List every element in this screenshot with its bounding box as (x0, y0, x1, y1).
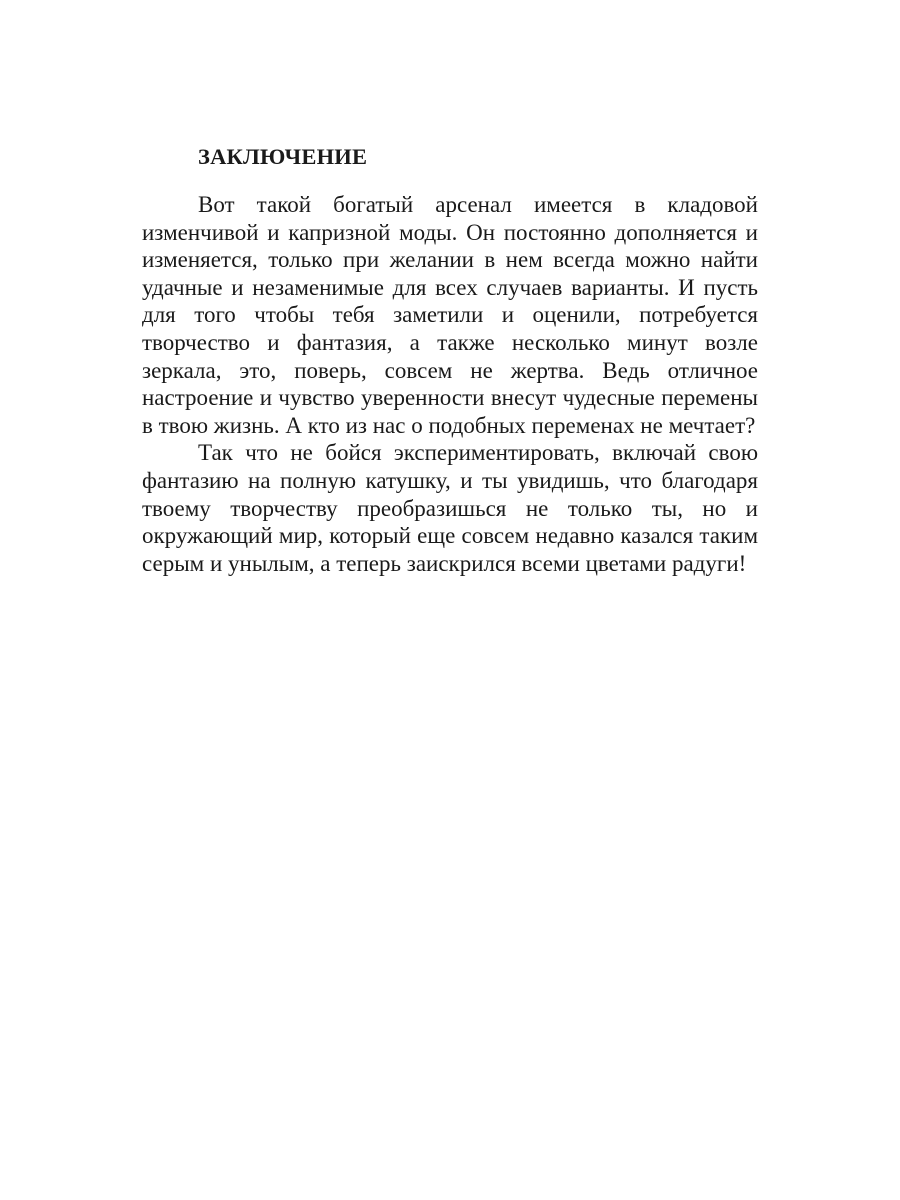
paragraph-2: Так что не бойся экспериментировать, включай свою фантазию на полную катушку, и ты увидишь, что благодаря твоему творчеству преобразишься не только ты, но и окружающий мир, который еще совсем недавно казался таким серым и унылым, а теперь заискрился всеми цветами радуги! (142, 440, 758, 576)
page-content (142, 143, 758, 577)
paragraph-1: Вот такой богатый арсенал имеется в кладовой изменчивой и капризной моды. Он постоянно дополняется и изменяется, только при желании в нем всегда можно найти удачные и незаменимые для всех случаев варианты. И пусть для того чтобы тебя заметили и оценили, потребуется творчество и фантазия, а также несколько минут возле зеркала, это, поверь, совсем не жертва. Ведь отличное настроение и чувство уверенности внесут чудесные перемены в твою жизнь. А кто из нас о подобных переменах не мечтает? (142, 192, 758, 438)
chapter-heading: ЗАКЛЮЧЕНИЕ (198, 144, 368, 169)
